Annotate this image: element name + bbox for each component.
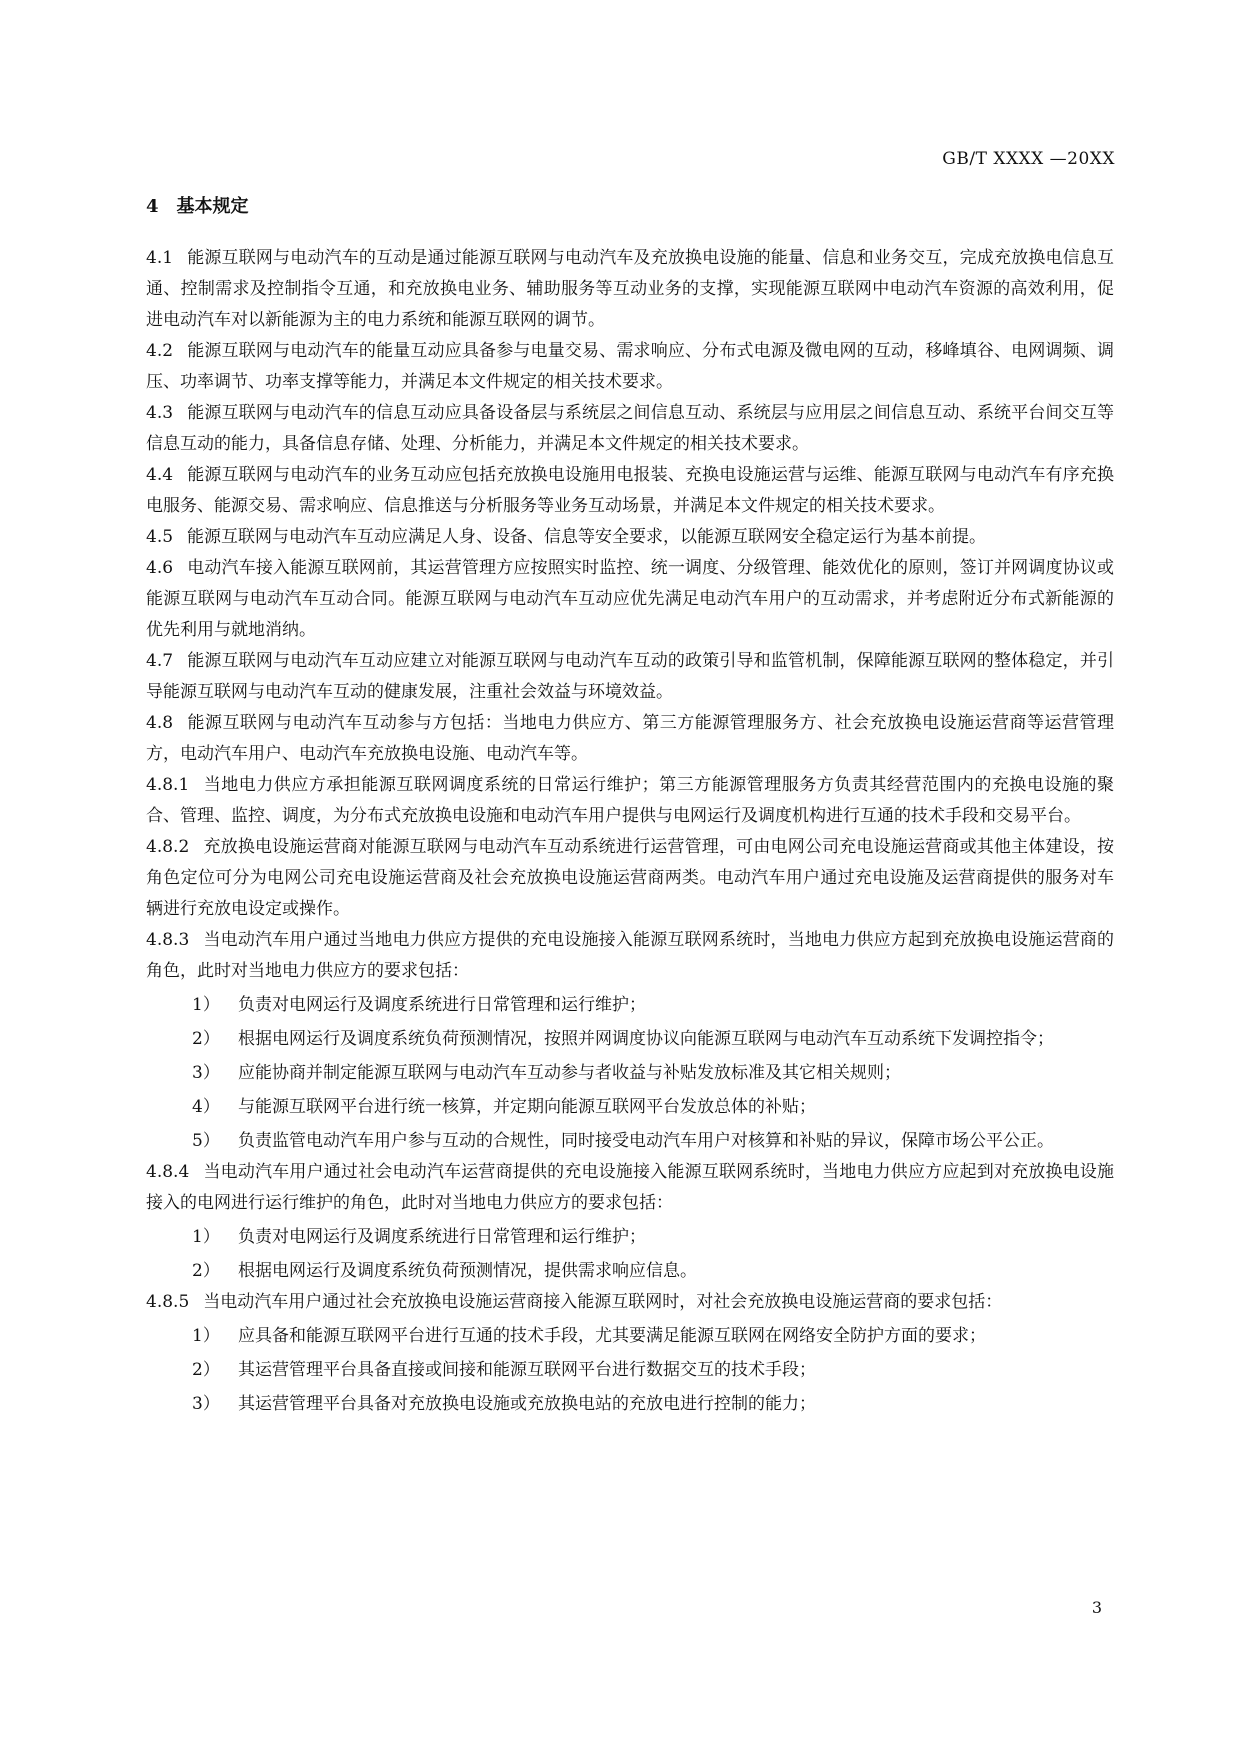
list-item [146,1389,1114,1420]
clause-paragraph [146,1157,1114,1219]
clause-number: 4.8.3 [146,930,190,950]
list-item-text: 其运营管理平台具备对充放换电设施或充放换电站的充放电进行控制的能力； [238,1394,816,1414]
list-item [146,1126,1114,1157]
clause-text: 当电动汽车用户通过社会充放换电设施运营商接入能源互联网时，对社会充放换电设施运营商的要求包括： [203,1292,1003,1312]
clause-text: 充放换电设施运营商对能源互联网与电动汽车互动系统进行运营管理，可由电网公司充电设施运营商或其他主体建设，按角色定位可分为电网公司充电设施运营商及社会充放换电设施运营商两类。电动汽车用户通过充电设施及运营商提供的服务对车辆进行充放电设定或操作。 [146,837,1114,919]
clause-text: 能源互联网与电动汽车互动应建立对能源互联网与电动汽车互动的政策引导和监管机制，保障能源互联网的整体稳定，并引导能源互联网与电动汽车互动的健康发展，注重社会效益与环境效益。 [146,651,1114,702]
list-item [146,1355,1114,1386]
list-item-number: 3） [192,1063,220,1083]
clause-number: 4.8.2 [146,837,190,857]
section-title: 基本规定 [176,196,249,217]
clause-number: 4.8.5 [146,1292,190,1312]
list-item [146,1321,1114,1352]
clause-number: 4.2 [146,341,174,361]
clause-paragraph [146,925,1114,987]
clause-text: 当电动汽车用户通过当地电力供应方提供的充电设施接入能源互联网系统时，当地电力供应方起到充放换电设施运营商的角色，此时对当地电力供应方的要求包括： [146,930,1114,981]
document-code-header: GB/T XXXX —20XX [942,149,1115,169]
clause-text: 能源互联网与电动汽车互动应满足人身、设备、信息等安全要求，以能源互联网安全稳定运行为基本前提。 [187,527,987,547]
list-item-text: 其运营管理平台具备直接或间接和能源互联网平台进行数据交互的技术手段； [238,1360,816,1380]
clause-number: 4.3 [146,403,174,423]
clause-paragraph [146,708,1114,770]
list-item [146,1222,1114,1253]
clause-number: 4.5 [146,527,174,547]
clause-number: 4.1 [146,248,174,268]
clause-text: 电动汽车接入能源互联网前，其运营管理方应按照实时监控、统一调度、分级管理、能效优化的原则，签订并网调度协议或能源互联网与电动汽车互动合同。能源互联网与电动汽车互动应优先满足电动汽车用户的互动需求，并考虑附近分布式新能源的优先利用与就地消纳。 [146,558,1114,640]
clause-paragraph [146,770,1114,832]
clause-number: 4.8.4 [146,1162,190,1182]
clause-number: 4.4 [146,465,174,485]
list-item [146,1256,1114,1287]
list-item-number: 4） [192,1097,220,1117]
clause-number: 4.7 [146,651,174,671]
list-item-number: 2） [192,1360,220,1380]
page-number: 3 [1091,1598,1102,1617]
clause-paragraph [146,243,1114,336]
list-item-text: 根据电网运行及调度系统负荷预测情况，提供需求响应信息。 [238,1261,697,1281]
list-item-number: 2） [192,1029,220,1049]
clause-text: 能源互联网与电动汽车的信息互动应具备设备层与系统层之间信息互动、系统层与应用层之间信息互动、系统平台间交互等信息互动的能力，具备信息存储、处理、分析能力，并满足本文件规定的相关技术要求。 [146,403,1114,454]
clause-text: 能源互联网与电动汽车的互动是通过能源互联网与电动汽车及充放换电设施的能量、信息和业务交互，完成充放换电信息互通、控制需求及控制指令互通，和充放换电业务、辅助服务等互动业务的支撑，实现能源互联网中电动汽车资源的高效利用，促进电动汽车对以新能源为主的电力系统和能源互联网的调节。 [146,248,1114,330]
clause-paragraph [146,832,1114,925]
clause-paragraph [146,398,1114,460]
clause-paragraph [146,553,1114,646]
document-body [146,243,1114,1420]
clause-paragraph [146,336,1114,398]
list-item-text: 应能协商并制定能源互联网与电动汽车互动参与者收益与补贴发放标准及其它相关规则； [238,1063,901,1083]
clause-number: 4.8.1 [146,775,190,795]
list-item-text: 负责对电网运行及调度系统进行日常管理和运行维护； [238,1227,646,1247]
list-item-number: 1） [192,1227,220,1247]
list-item-number: 3） [192,1394,220,1414]
clause-text: 当电动汽车用户通过社会电动汽车运营商提供的充电设施接入能源互联网系统时，当地电力供应方应起到对充放换电设施接入的电网进行运行维护的角色，此时对当地电力供应方的要求包括： [146,1162,1114,1213]
clause-text: 能源互联网与电动汽车的业务互动应包括充放换电设施用电报装、充换电设施运营与运维、能源互联网与电动汽车有序充换电服务、能源交易、需求响应、信息推送与分析服务等业务互动场景，并满足本文件规定的相关技术要求。 [146,465,1114,516]
list-item-number: 1） [192,1326,220,1346]
list-item-text: 与能源互联网平台进行统一核算，并定期向能源互联网平台发放总体的补贴； [238,1097,816,1117]
clause-number: 4.8 [146,713,174,733]
clause-paragraph [146,1287,1114,1318]
clause-number: 4.6 [146,558,174,578]
clause-paragraph [146,646,1114,708]
list-item-text: 负责对电网运行及调度系统进行日常管理和运行维护； [238,995,646,1015]
clause-paragraph [146,460,1114,522]
clause-text: 能源互联网与电动汽车的能量互动应具备参与电量交易、需求响应、分布式电源及微电网的互动，移峰填谷、电网调频、调压、功率调节、功率支撑等能力，并满足本文件规定的相关技术要求。 [146,341,1114,392]
list-item [146,1058,1114,1089]
clause-text: 能源互联网与电动汽车互动参与方包括：当地电力供应方、第三方能源管理服务方、社会充放换电设施运营商等运营管理方，电动汽车用户、电动汽车充放换电设施、电动汽车等。 [146,713,1114,764]
section-number: 4 [146,196,159,217]
list-item [146,1024,1114,1055]
list-item-text: 根据电网运行及调度系统负荷预测情况，按照并网调度协议向能源互联网与电动汽车互动系统下发调控指令； [238,1029,1054,1049]
list-item [146,1092,1114,1123]
list-item [146,990,1114,1021]
list-item-text: 负责监管电动汽车用户参与互动的合规性，同时接受电动汽车用户对核算和补贴的异议，保障市场公平公正。 [238,1131,1054,1151]
list-item-number: 2） [192,1261,220,1281]
list-item-number: 1） [192,995,220,1015]
section-heading [146,192,249,218]
list-item-number: 5） [192,1131,220,1151]
list-item-text: 应具备和能源互联网平台进行互通的技术手段，尤其要满足能源互联网在网络安全防护方面的要求； [238,1326,986,1346]
clause-text: 当地电力供应方承担能源互联网调度系统的日常运行维护；第三方能源管理服务方负责其经营范围内的充换电设施的聚合、管理、监控、调度，为分布式充放换电设施和电动汽车用户提供与电网运行及调度机构进行互通的技术手段和交易平台。 [146,775,1114,826]
clause-paragraph [146,522,1114,553]
